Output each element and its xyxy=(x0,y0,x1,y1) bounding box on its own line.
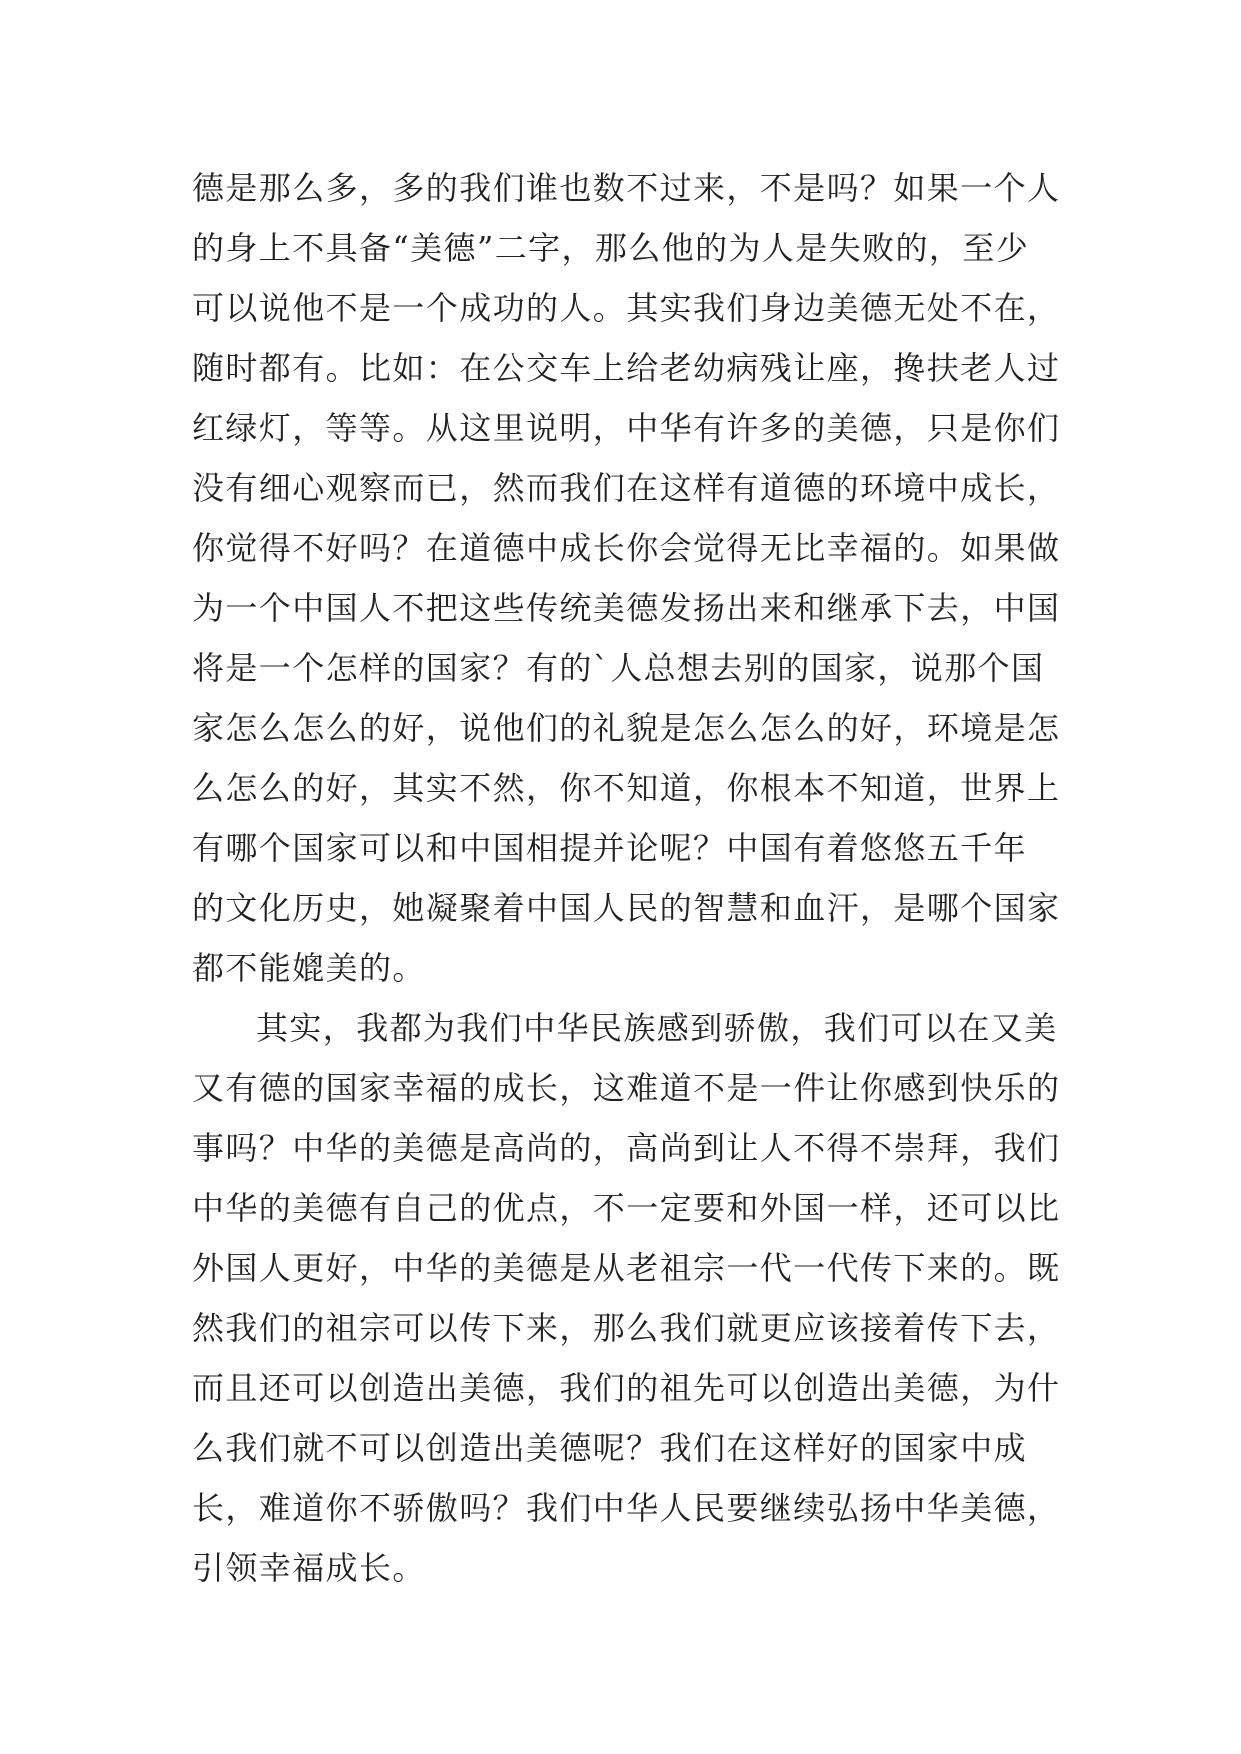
text-line: 为一个中国人不把这些传统美德发扬出来和继承下去，中国 xyxy=(192,589,1061,627)
text-line: 可以说他不是一个成功的人。其实我们身边美德无处不在， xyxy=(192,289,1061,327)
text-line: 没有细心观察而已，然而我们在这样有道德的环境中成长， xyxy=(192,469,1061,507)
text-line: 事吗？中华的美德是高尚的，高尚到让人不得不崇拜，我们 xyxy=(192,1129,1061,1167)
text-line: 你觉得不好吗？在道德中成长你会觉得无比幸福的。如果做 xyxy=(192,529,1061,567)
text-line: 然我们的祖宗可以传下来，那么我们就更应该接着传下去， xyxy=(192,1309,1061,1347)
text-line: 么怎么的好，其实不然，你不知道，你根本不知道，世界上 xyxy=(192,769,1061,807)
body-text xyxy=(192,158,1062,1598)
text-line: 外国人更好，中华的美德是从老祖宗一代一代传下来的。既 xyxy=(192,1249,1061,1287)
text-line: 德是那么多，多的我们谁也数不过来，不是吗？如果一个人 xyxy=(192,169,1061,207)
paragraph-start-line: 其实，我都为我们中华民族感到骄傲，我们可以在又美 xyxy=(256,1009,1058,1047)
text-line: 又有德的国家幸福的成长，这难道不是一件让你感到快乐的 xyxy=(192,1069,1061,1107)
text-line: 红绿灯，等等。从这里说明，中华有许多的美德，只是你们 xyxy=(192,409,1061,447)
text-line: 的身上不具备“美德”二字，那么他的为人是失败的，至少 xyxy=(192,229,1030,267)
text-line: 都不能媲美的。 xyxy=(192,949,426,987)
text-line: 么我们就不可以创造出美德呢？我们在这样好的国家中成 xyxy=(192,1429,1028,1467)
text-line: 长，难道你不骄傲吗？我们中华人民要继续弘扬中华美德， xyxy=(192,1489,1061,1527)
text-line: 中华的美德有自己的优点，不一定要和外国一样，还可以比 xyxy=(192,1189,1061,1227)
text-line: 而且还可以创造出美德，我们的祖先可以创造出美德，为什 xyxy=(192,1369,1061,1407)
text-line: 将是一个怎样的国家？有的`人总想去别的国家，说那个国 xyxy=(192,649,1045,687)
text-line: 引领幸福成长。 xyxy=(192,1549,426,1587)
text-line: 有哪个国家可以和中国相提并论呢？中国有着悠悠五千年 xyxy=(192,829,1028,867)
text-line: 随时都有。比如：在公交车上给老幼病残让座，搀扶老人过 xyxy=(192,349,1061,387)
text-line: 家怎么怎么的好，说他们的礼貌是怎么怎么的好，环境是怎 xyxy=(192,709,1061,747)
text-line: 的文化历史，她凝聚着中国人民的智慧和血汗，是哪个国家 xyxy=(192,889,1061,927)
